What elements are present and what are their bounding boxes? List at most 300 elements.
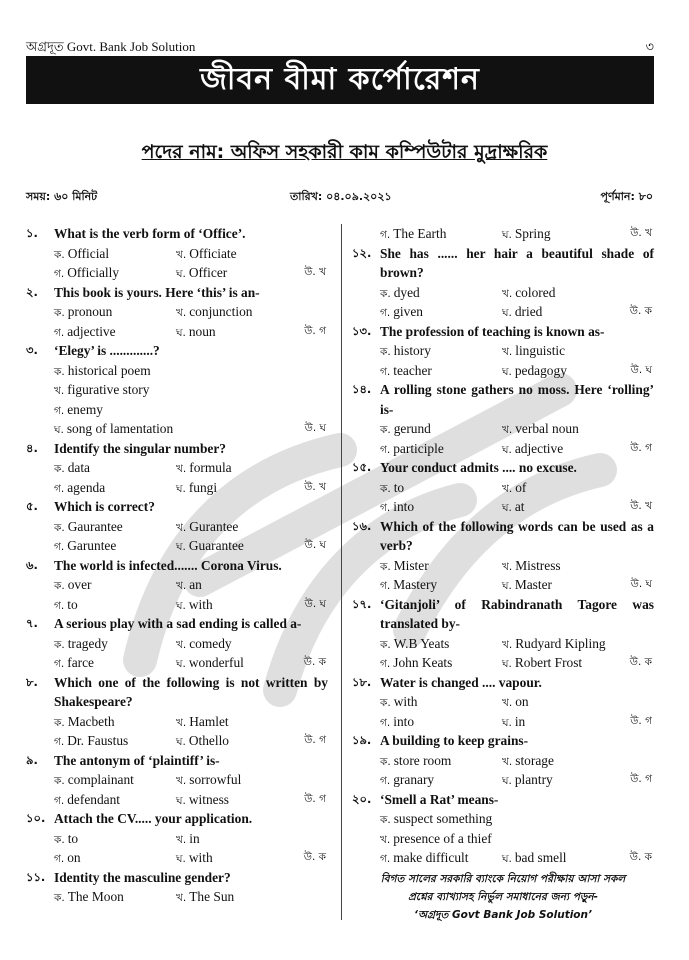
option-label: ঘ. xyxy=(502,853,512,865)
option-label: গ. xyxy=(54,404,65,417)
option xyxy=(502,634,606,656)
question-text: ৫. Which is correct? xyxy=(26,497,328,517)
answer-key: উ. খ xyxy=(630,500,652,512)
option-row xyxy=(352,439,654,459)
option-text: Dr. Faustus xyxy=(67,733,129,748)
question-number: ২০. xyxy=(352,791,372,806)
option-label: ক. xyxy=(54,580,65,592)
option-label: ক. xyxy=(54,521,65,534)
question-text: ৮. Which one of the following is not written by Shakespeare? xyxy=(26,674,328,709)
option xyxy=(54,244,109,266)
question-text: ১. What is the verb form of ‘Office’. xyxy=(26,224,328,244)
option xyxy=(380,224,446,246)
option-text: The Sun xyxy=(189,889,235,904)
option-label: ঘ. xyxy=(502,775,512,787)
question-number: ৮. xyxy=(26,674,38,689)
option-text: Garuntee xyxy=(67,538,117,553)
option xyxy=(176,829,200,851)
option-text: on xyxy=(67,850,81,865)
option-text: into xyxy=(393,499,415,514)
option-text: Mastery xyxy=(393,577,438,592)
option xyxy=(502,283,555,305)
question-text: ১০. Attach the CV..... your application. xyxy=(26,809,328,829)
option xyxy=(176,712,229,734)
option xyxy=(502,439,563,461)
question-item xyxy=(26,809,328,868)
answer-key: উ. ঘ xyxy=(630,578,652,590)
option xyxy=(380,770,434,792)
answer-key: উ. খ xyxy=(304,266,326,278)
page-number: ৩ xyxy=(645,39,654,54)
question-item xyxy=(352,595,654,673)
option-label: খ. xyxy=(502,424,513,436)
option-text: farce xyxy=(67,655,94,670)
option xyxy=(502,848,567,870)
option-label: ক. xyxy=(54,463,65,475)
option-text: pronoun xyxy=(67,304,113,319)
option xyxy=(176,322,216,344)
option-row xyxy=(26,536,328,556)
option-text: with xyxy=(188,596,213,612)
question-text: ২. This book is yours. Here ‘this’ is an- xyxy=(26,283,328,303)
footer-line-1: বিগত সালের সরকারি ব্যাংকে নিয়োগ পরীক্ষায় আসা সকল xyxy=(380,873,626,885)
option-label: গ. xyxy=(54,482,65,495)
option-text: plantry xyxy=(514,772,553,787)
option-label: ক. xyxy=(380,697,391,709)
option xyxy=(502,770,553,792)
option-row xyxy=(26,595,328,615)
option-row xyxy=(352,302,654,322)
option-row xyxy=(352,634,654,654)
option-label: খ. xyxy=(176,521,187,534)
answer-key: উ. ঘ xyxy=(304,539,326,551)
option xyxy=(502,712,525,734)
question-text: ১৯. A building to keep grains- xyxy=(352,731,654,751)
option-text: Macbeth xyxy=(67,713,115,729)
option-label: ক. xyxy=(380,287,391,300)
option-text: Gurantee xyxy=(189,518,239,534)
right-column xyxy=(352,224,654,868)
option-row xyxy=(352,575,654,595)
footer-line-2: প্রশ্নের ব্যাখ্যাসহ নির্ভুল সমাধানের জন্য পড়ুন- xyxy=(408,891,598,903)
option-text: historical poem xyxy=(67,362,151,378)
answer-key: উ. গ xyxy=(304,792,326,805)
answer-key: উ. ক xyxy=(303,851,326,863)
option-label: খ. xyxy=(176,892,187,904)
option-text: Gaurantee xyxy=(67,518,123,534)
answer-key: উ. ক xyxy=(629,851,652,863)
option-text: Othello xyxy=(188,733,229,748)
option-text: linguistic xyxy=(515,343,566,358)
option xyxy=(380,848,468,870)
option xyxy=(502,575,552,597)
option-text: Rudyard Kipling xyxy=(515,635,606,651)
option-text: complainant xyxy=(67,772,134,787)
option-text: fungi xyxy=(188,479,218,495)
option xyxy=(380,302,423,324)
option xyxy=(176,458,232,480)
option-text: sorrowful xyxy=(189,772,242,787)
option xyxy=(380,809,492,831)
option xyxy=(54,653,94,675)
option-text: Hamlet xyxy=(189,713,229,729)
question-item xyxy=(26,751,328,810)
option-text: enemy xyxy=(67,401,103,417)
option-label: খ. xyxy=(54,385,65,397)
option-text: comedy xyxy=(189,635,232,651)
option-row xyxy=(26,653,328,673)
answer-key: উ. ক xyxy=(629,656,652,668)
option-label: গ. xyxy=(54,326,65,339)
option-text: on xyxy=(515,694,529,709)
option-text: to xyxy=(67,830,79,846)
question-item xyxy=(352,673,654,732)
option xyxy=(54,536,116,558)
option-row xyxy=(26,322,328,342)
option-label: ক. xyxy=(380,482,391,495)
option-text: Official xyxy=(67,245,110,261)
option-text: with xyxy=(393,694,418,709)
question-text: ১২. She has ...... her hair a beautiful shade of brown? xyxy=(352,245,654,280)
question-text: ২০. ‘Smell a Rat’ means- xyxy=(352,790,654,810)
full-marks: পূর্ণমান: ৮০ xyxy=(600,190,653,203)
option-label: ঘ. xyxy=(502,443,512,456)
option xyxy=(176,653,244,675)
question-item xyxy=(26,868,328,907)
answer-key: উ. গ xyxy=(630,773,652,785)
option-label: গ. xyxy=(380,775,391,787)
option-label: ঘ. xyxy=(176,853,186,865)
question-number: ১৮. xyxy=(352,674,372,689)
option xyxy=(54,634,108,656)
option-row xyxy=(352,751,654,771)
option xyxy=(176,790,229,812)
option-text: gerund xyxy=(393,421,431,436)
title-banner: জীবন বীমা কর্পোরেশন xyxy=(26,56,654,104)
option-text: adjective xyxy=(514,440,564,456)
option xyxy=(502,692,529,714)
option-row xyxy=(352,224,654,244)
option-text: W.B Yeats xyxy=(393,635,450,651)
option xyxy=(176,634,232,656)
option-row xyxy=(26,302,328,322)
question-number: ৫. xyxy=(26,499,38,513)
option xyxy=(54,829,78,851)
option xyxy=(176,517,238,539)
answer-key: উ. ক xyxy=(303,656,326,668)
option-text: adjective xyxy=(67,323,116,339)
question-number: ১৪. xyxy=(352,382,372,396)
option xyxy=(176,770,241,792)
option-text: Spring xyxy=(514,226,551,241)
option-row xyxy=(26,712,328,732)
question-number: ৬. xyxy=(26,557,38,572)
question-item xyxy=(26,556,328,615)
option-label: খ. xyxy=(176,833,187,846)
option xyxy=(380,653,452,675)
question-item xyxy=(352,380,654,458)
option-text: verbal noun xyxy=(515,421,579,436)
option xyxy=(54,731,128,753)
option-text: of xyxy=(515,479,527,495)
option-row xyxy=(352,478,654,498)
option-text: data xyxy=(67,460,90,475)
question-item xyxy=(352,517,654,595)
question-number: ১০. xyxy=(26,811,46,825)
question-number: ১৭. xyxy=(352,596,372,611)
option-label: ক. xyxy=(54,248,65,261)
option-label: গ. xyxy=(54,794,65,807)
option-label: গ. xyxy=(380,580,391,592)
option-label: খ. xyxy=(502,482,513,495)
option-text: witness xyxy=(188,791,230,807)
option-row xyxy=(352,692,654,712)
option-row xyxy=(26,829,328,849)
question-item xyxy=(352,224,654,244)
option-label: গ. xyxy=(380,502,391,514)
option-row xyxy=(26,478,328,498)
option xyxy=(176,595,213,617)
option-text: to xyxy=(393,479,405,495)
option-text: an xyxy=(189,577,202,592)
option-label: ক. xyxy=(54,833,65,846)
option-label: খ. xyxy=(502,560,513,573)
question-number: ১৩. xyxy=(352,323,372,338)
option-text: make difficult xyxy=(393,850,469,865)
exam-date: তারিখ: ০৪.০৯.২০২১ xyxy=(290,190,392,203)
question-text: ১৮. Water is changed .... vapour. xyxy=(352,673,654,693)
option-label: ঘ. xyxy=(502,307,512,319)
option-label: গ. xyxy=(380,853,391,865)
option xyxy=(176,244,237,266)
option-row xyxy=(352,809,654,829)
option-row xyxy=(26,263,328,283)
question-text: ৭. A serious play with a sad ending is called a- xyxy=(26,614,328,634)
option xyxy=(380,419,431,441)
option-label: গ. xyxy=(380,365,391,378)
footer-line-3: ‘অগ্রদূত Govt Bank Job Solution’ xyxy=(414,909,592,921)
option xyxy=(176,536,244,558)
option-label: গ. xyxy=(54,599,65,612)
option-label: খ. xyxy=(176,638,187,651)
option xyxy=(380,361,432,383)
question-number: ১. xyxy=(26,226,38,240)
option-text: bad smell xyxy=(514,850,567,865)
option-text: Robert Frost xyxy=(514,655,583,670)
option xyxy=(176,302,252,324)
option xyxy=(380,556,429,578)
option xyxy=(54,575,91,597)
exam-time: সময়: ৬০ মিনিট xyxy=(26,190,98,203)
option-text: tragedy xyxy=(67,635,108,651)
option-label: খ. xyxy=(176,307,187,319)
question-text: ৬. The world is infected....... Corona Virus. xyxy=(26,556,328,576)
option-text: Officer xyxy=(188,265,228,280)
option-row xyxy=(352,829,654,849)
option-row xyxy=(352,653,654,673)
option-row xyxy=(26,361,328,381)
option-label: খ. xyxy=(176,716,187,729)
option-text: song of lamentation xyxy=(66,421,174,436)
option-text: in xyxy=(514,713,526,729)
option xyxy=(176,478,217,500)
option-text: conjunction xyxy=(189,304,253,319)
option-text: formula xyxy=(189,460,232,475)
option-row xyxy=(352,341,654,361)
option-text: at xyxy=(514,499,525,514)
option-label: ক. xyxy=(54,775,65,787)
option-label: ক. xyxy=(380,560,391,573)
question-item xyxy=(26,283,328,342)
option xyxy=(176,263,227,285)
option-label: ক. xyxy=(54,365,65,378)
option-label: খ. xyxy=(502,346,513,358)
option-label: ঘ. xyxy=(176,658,186,670)
option-row xyxy=(26,887,328,907)
answer-key: উ. খ xyxy=(304,480,326,493)
option xyxy=(54,517,123,539)
option-label: ক. xyxy=(54,638,65,651)
option-text: with xyxy=(188,850,213,865)
option-text: colored xyxy=(515,284,556,300)
option xyxy=(380,439,444,461)
option-label: ক. xyxy=(54,716,65,729)
question-text: ১৩. The profession of teaching is known as- xyxy=(352,322,654,342)
option-row xyxy=(26,458,328,478)
option xyxy=(54,770,134,792)
option xyxy=(380,341,431,363)
option-row xyxy=(26,400,328,420)
answer-key: উ. ক xyxy=(629,305,652,317)
answer-key: উ. ঘ xyxy=(630,363,652,376)
option-text: Master xyxy=(514,577,553,592)
option xyxy=(502,751,554,773)
option-row xyxy=(352,283,654,303)
question-number: ১৯. xyxy=(352,733,372,747)
option xyxy=(54,790,120,812)
question-item xyxy=(352,244,654,322)
option-text: store room xyxy=(393,752,452,768)
option xyxy=(380,283,420,305)
question-number: ১১. xyxy=(26,869,46,884)
option-text: storage xyxy=(515,752,554,768)
question-text: ১১. Identity the masculine gender? xyxy=(26,868,328,888)
option-label: ঘ. xyxy=(502,229,512,241)
option-text: John Keats xyxy=(393,655,453,670)
option-row xyxy=(26,380,328,400)
option xyxy=(502,419,579,441)
option-label: গ. xyxy=(54,736,65,748)
option xyxy=(54,419,173,441)
question-item xyxy=(26,439,328,498)
option-label: ঘ. xyxy=(54,424,64,436)
option-label: ক. xyxy=(380,755,391,768)
option-label: গ. xyxy=(54,658,65,670)
option-label: ঘ. xyxy=(176,736,186,748)
answer-key: উ. গ xyxy=(630,441,652,454)
option-text: pedagogy xyxy=(514,362,567,378)
option-row xyxy=(26,517,328,537)
option-text: Mister xyxy=(393,557,429,573)
option-row xyxy=(26,575,328,595)
option xyxy=(502,361,567,383)
answer-key: উ. ঘ xyxy=(304,597,326,610)
question-number: ১২. xyxy=(352,245,372,260)
question-number: ৩. xyxy=(26,343,38,357)
option-label: ঘ. xyxy=(176,268,186,280)
option-label: ঘ. xyxy=(176,541,186,553)
option-text: noun xyxy=(188,323,216,339)
option-row xyxy=(26,419,328,439)
option-label: ক. xyxy=(380,346,391,358)
option xyxy=(380,575,437,597)
option-text: agenda xyxy=(67,479,106,495)
option-row xyxy=(26,790,328,810)
answer-key: উ. খ xyxy=(630,227,652,239)
option-label: খ. xyxy=(176,248,187,261)
option-row xyxy=(26,770,328,790)
option-label: ঘ. xyxy=(176,599,186,612)
question-number: ২. xyxy=(26,284,38,299)
option xyxy=(380,829,492,851)
question-number: ১৫. xyxy=(352,460,372,474)
option xyxy=(502,341,565,363)
option xyxy=(54,595,78,617)
question-text: ৯. The antonym of ‘plaintiff’ is- xyxy=(26,751,328,771)
option-label: খ. xyxy=(502,755,513,768)
option-text: over xyxy=(67,577,92,592)
option-label: গ. xyxy=(380,658,391,670)
question-number: ১৬. xyxy=(352,518,372,533)
option-row xyxy=(352,361,654,381)
option-text: into xyxy=(393,713,415,729)
option-label: ঘ. xyxy=(502,365,512,378)
option xyxy=(176,887,234,909)
option-label: গ. xyxy=(380,716,391,729)
option-row xyxy=(352,848,654,868)
option-label: ক. xyxy=(380,424,391,436)
option-row xyxy=(352,419,654,439)
option-text: participle xyxy=(393,440,444,456)
question-item xyxy=(26,497,328,556)
question-item xyxy=(352,458,654,517)
option-text: in xyxy=(189,830,200,846)
option-label: খ. xyxy=(176,463,187,475)
question-text: ১৭. ‘Gitanjoli’ of Rabindranath Tagore was translated by- xyxy=(352,596,654,631)
option xyxy=(380,497,414,519)
option xyxy=(54,887,124,909)
source-label: অগ্রদূত Govt. Bank Job Solution xyxy=(26,39,196,54)
option xyxy=(54,712,115,734)
question-item xyxy=(352,322,654,381)
option xyxy=(54,322,116,344)
option-row xyxy=(26,634,328,654)
option xyxy=(54,458,90,480)
option-text: defendant xyxy=(67,791,121,807)
option-label: গ. xyxy=(380,229,391,241)
option-label: ঘ. xyxy=(502,580,512,592)
option-row xyxy=(352,556,654,576)
option-text: given xyxy=(393,304,423,319)
option xyxy=(502,556,561,578)
option-label: ক. xyxy=(380,814,391,826)
option-label: গ. xyxy=(54,541,65,553)
option-text: Mistress xyxy=(515,557,561,573)
answer-key: উ. গ xyxy=(630,714,652,727)
option-text: dried xyxy=(514,304,543,319)
option xyxy=(54,380,149,402)
option xyxy=(380,478,404,500)
